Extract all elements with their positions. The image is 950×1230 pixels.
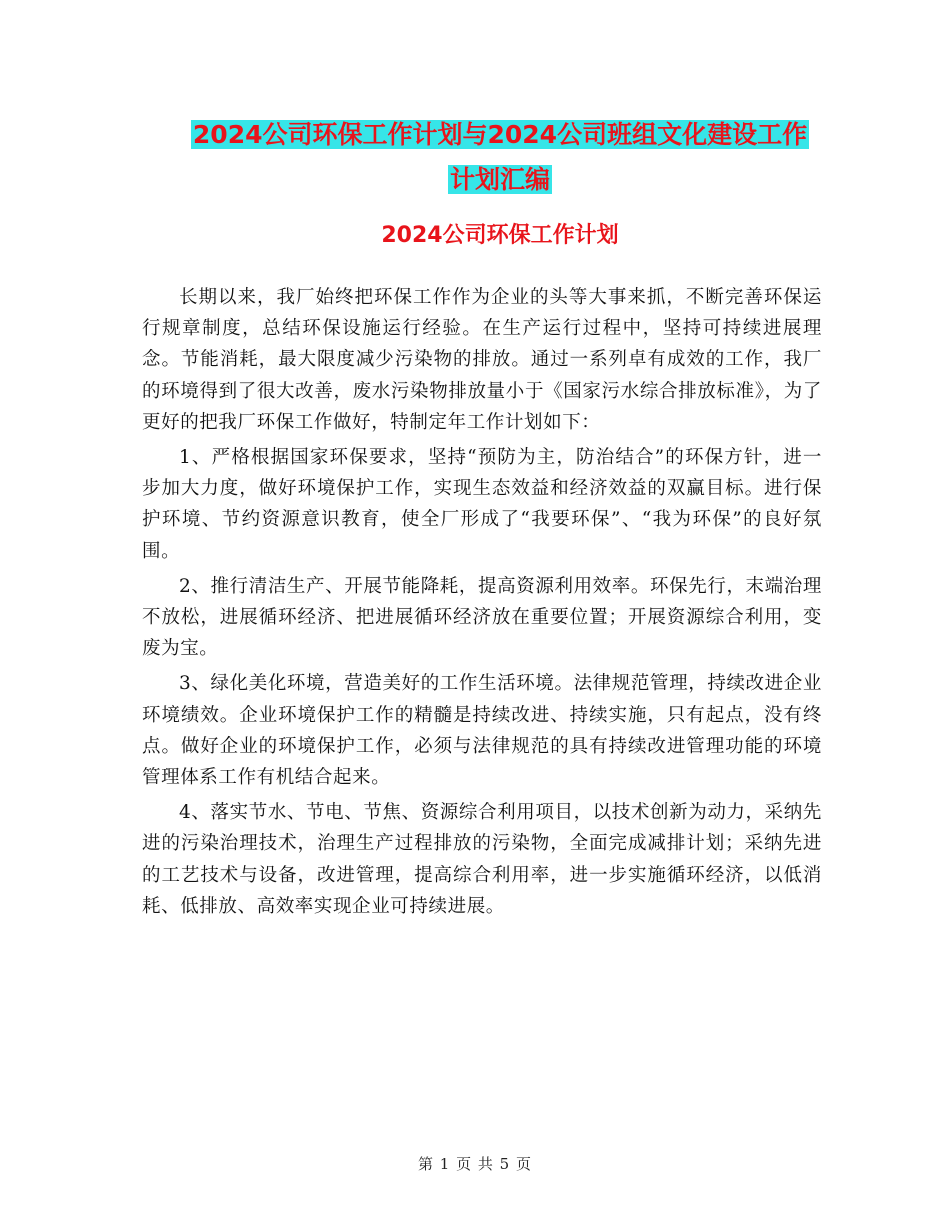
paragraph-item-1: 1、严格根据国家环保要求，坚持“预防为主，防治结合”的环保方针，进一步加大力度，做好环境保护工作，实现生态效益和经济效益的双赢目标。进行保护环境、节约资源意识教育，使全厂形成了“我要环保”、“我为环保”的良好氛围。 (142, 447, 822, 562)
document-body (142, 282, 822, 922)
section-title: 2024公司环保工作计划 (381, 223, 619, 248)
paragraph-item-4: 4、落实节水、节电、节焦、资源综合利用项目，以技术创新为动力，采纳先进的污染治理技术，治理生产过程排放的污染物，全面完成减排计划；采纳先进的工艺技术与设备，改进管理，提高综合利用率，进一步实施循环经济，以低消耗、低排放、高效率实现企业可持续进展。 (142, 802, 822, 917)
document-title-line-1 (140, 112, 860, 157)
paragraph-item-2: 2、推行清洁生产、开展节能降耗，提高资源利用效率。环保先行，末端治理不放松，进展循环经济、把进展循环经济放在重要位置；开展资源综合利用，变废为宝。 (142, 575, 822, 660)
paragraph-item-3: 3、绿化美化环境，营造美好的工作生活环境。法律规范管理，持续改进企业环境绩效。企业环境保护工作的精髓是持续改进、持续实施，只有起点，没有终点。做好企业的环境保护工作，必须与法律规范的具有持续改进管理功能的环境管理体系工作有机结合起来。 (142, 673, 822, 789)
document-title (140, 112, 860, 202)
page-number-footer: 第 1 页 共 5 页 (418, 1155, 532, 1173)
paragraph-intro: 长期以来，我厂始终把环保工作作为企业的头等大事来抓，不断完善环保运行规章制度，总结环保设施运行经验。在生产运行过程中，坚持可持续进展理念。节能消耗，最大限度减少污染物的排放。通过一系列卓有成效的工作，我厂的环境得到了很大改善，废水污染物排放量小于《国家污水综合排放标准》，为了更好的把我厂环保工作做好，特制定年工作计划如下： (142, 287, 822, 433)
title-highlight-1: 2024公司环保工作计划与2024公司班组文化建设工作 (192, 120, 808, 149)
document-title-line-2 (140, 157, 860, 202)
title-highlight-2: 计划汇编 (449, 165, 550, 194)
